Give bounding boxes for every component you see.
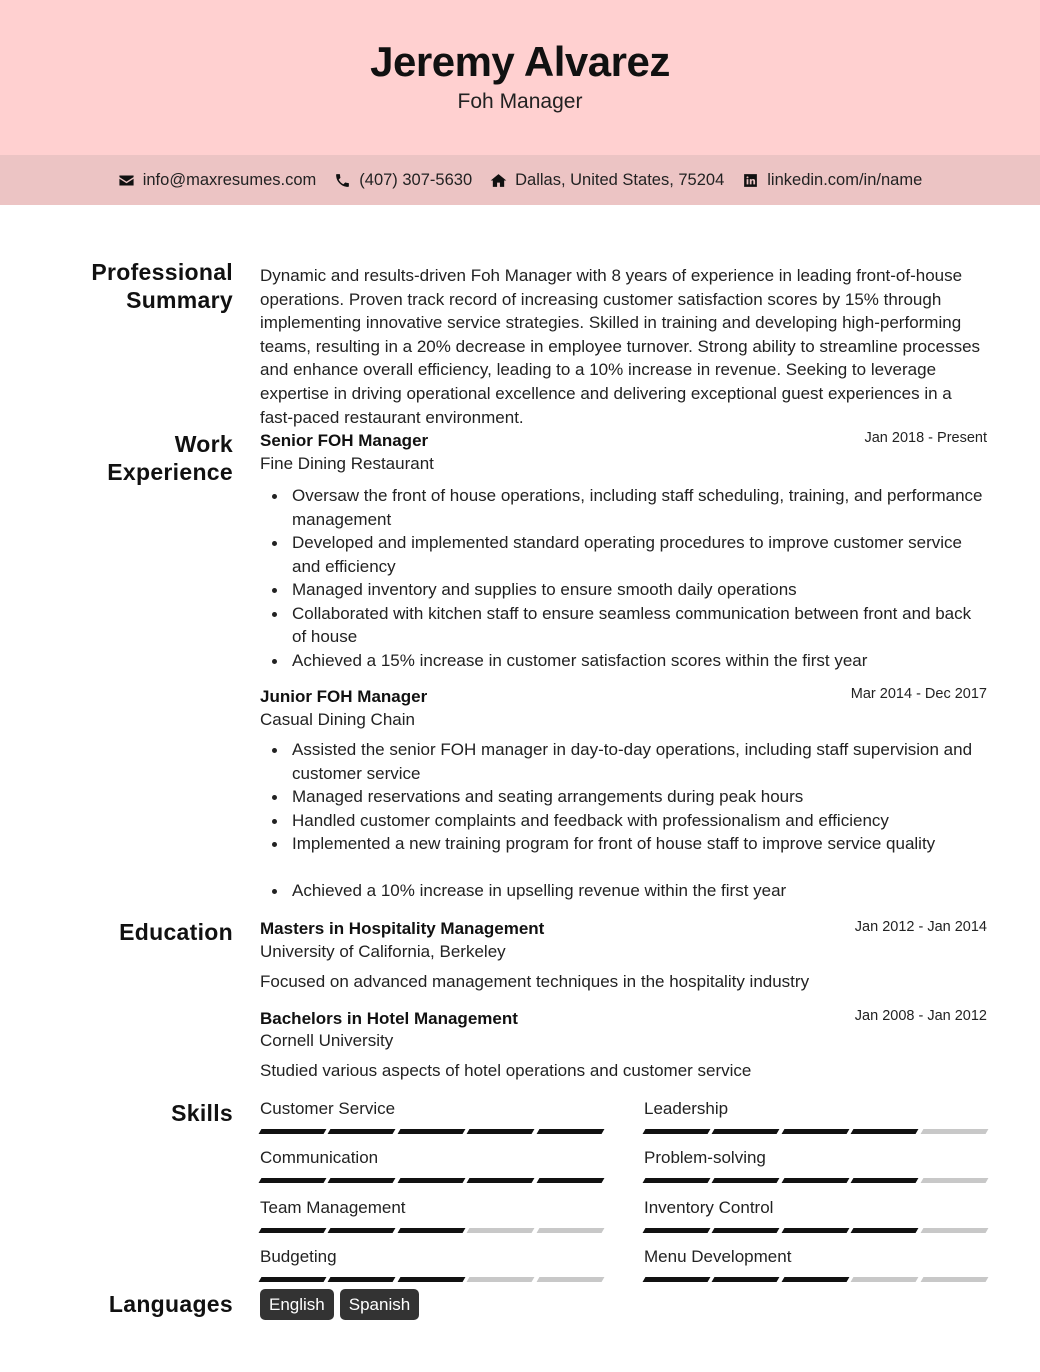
skill-segment-filled [712,1228,780,1233]
skill-segment-filled [536,1178,604,1183]
skill-label: Problem-solving [644,1148,766,1167]
location-text: Dallas, United States, 75204 [515,170,725,189]
email-text: info@maxresumes.com [142,170,317,189]
degree-title: Bachelors in Hotel Management [260,1009,518,1028]
section-title-work-line1: Work [174,431,233,457]
skill-segment-filled [467,1178,535,1183]
job-bullets [260,738,987,903]
skill-segment-filled [851,1129,919,1134]
section-title-summary-line2: Summary [126,287,233,313]
home-icon [490,172,507,189]
envelope-icon [118,172,135,189]
job-date: Jan 2018 - Present [864,430,987,446]
skill-segment-filled [328,1178,396,1183]
list-item: Managed reservations and seating arrangements during peak hours [260,785,987,809]
skill-segment-filled [712,1277,780,1282]
skill-segment-filled [259,1228,327,1233]
contact-linkedin[interactable] [742,171,922,190]
skill-segment-filled [643,1277,711,1282]
skill-segment-empty [920,1178,988,1183]
skill-label: Inventory Control [644,1198,774,1217]
skill-level-bar [260,1228,603,1233]
skill-segment-filled [643,1228,711,1233]
skill-label: Customer Service [260,1099,396,1118]
skill-label: Team Management [260,1198,406,1217]
list-item: Managed inventory and supplies to ensure smooth daily operations [260,578,987,602]
job-date: Mar 2014 - Dec 2017 [850,686,987,702]
skill-segment-filled [536,1129,604,1134]
section-title-work [40,430,233,486]
skill-item [644,1198,987,1233]
skill-level-bar [260,1178,603,1183]
contact-location [490,171,724,190]
job-bullets [260,484,987,672]
skill-segment-empty [467,1228,535,1233]
skill-segment-filled [781,1228,849,1233]
skill-level-bar [644,1178,987,1183]
skill-level-bar [260,1129,603,1134]
education-date: Jan 2008 - Jan 2012 [854,1008,987,1024]
candidate-title: Foh Manager [457,90,583,113]
skill-segment-empty [920,1228,988,1233]
skill-segment-filled [781,1277,849,1282]
skill-item [260,1099,603,1134]
skill-segment-filled [712,1178,780,1183]
section-title-summary [40,258,233,314]
resume-header [0,0,1040,155]
section-title-skills: Skills [171,1100,233,1126]
phone-text: (407) 307-5630 [359,170,473,189]
skill-level-bar [260,1277,603,1282]
skill-segment-empty [920,1277,988,1282]
skill-segment-filled [643,1129,711,1134]
phone-icon [334,172,351,189]
skill-item [260,1247,603,1282]
section-title-work-line2: Experience [107,459,233,485]
language-tag: English [260,1289,334,1320]
education-description: Focused on advanced management techniques in the hospitality industry [260,972,810,991]
list-item: Oversaw the front of house operations, including staff scheduling, training, and performance management [260,484,987,531]
skill-segment-empty [467,1277,535,1282]
list-item: Collaborated with kitchen staff to ensure seamless communication between front and back of house [260,602,987,649]
section-title-languages: Languages [108,1291,233,1317]
skill-item [260,1198,603,1233]
skill-segment-filled [851,1228,919,1233]
skill-label: Budgeting [260,1247,337,1266]
skill-segment-filled [328,1228,396,1233]
skill-segment-filled [328,1129,396,1134]
skill-segment-filled [712,1129,780,1134]
skill-segment-filled [397,1129,465,1134]
list-item: Developed and implemented standard operating procedures to improve customer service and efficiency [260,531,987,578]
language-tags [260,1289,419,1320]
section-title-education: Education [119,919,233,945]
skill-label: Menu Development [644,1247,792,1266]
degree-title: Masters in Hospitality Management [260,919,545,938]
linkedin-icon [742,172,759,189]
list-item: Achieved a 10% increase in upselling revenue within the first year [260,879,987,903]
linkedin-text: linkedin.com/in/name [767,170,923,189]
candidate-name: Jeremy Alvarez [370,38,670,85]
skill-label: Communication [260,1148,379,1167]
skill-segment-filled [397,1178,465,1183]
language-tag: Spanish [340,1289,419,1320]
list-item: Assisted the senior FOH manager in day-to-day operations, including staff supervision and customer service [260,738,987,785]
skill-segment-empty [536,1277,604,1282]
skill-segment-empty [851,1277,919,1282]
skill-level-bar [644,1277,987,1282]
skill-segment-filled [643,1178,711,1183]
skill-segment-filled [397,1277,465,1282]
contact-phone[interactable] [334,171,472,190]
education-date: Jan 2012 - Jan 2014 [854,919,987,935]
summary-text: Dynamic and results-driven Foh Manager with 8 years of experience in leading front-of-house operations. Proven track record of increasing customer satisfaction scores by 15% through implementing innovative service strategies. Skilled in training and developing high-performing teams, resulting in a 20% decrease in employee turnover. Strong ability to streamline processes and enhance overall efficiency, leading to a 10% increase in revenue. Seeking to leverage expertise in driving operational excellence and delivering exceptional guest experiences in a fast-paced restaurant environment. [260,266,981,427]
skill-segment-filled [851,1178,919,1183]
section-title-summary-line1: Professional [91,259,233,285]
school-name: University of California, Berkeley [260,942,506,961]
job-org: Casual Dining Chain [260,710,415,729]
skill-segment-filled [781,1178,849,1183]
skill-level-bar [644,1228,987,1233]
education-description: Studied various aspects of hotel operations and customer service [260,1061,752,1080]
skill-segment-filled [259,1277,327,1282]
school-name: Cornell University [260,1031,394,1050]
skill-segment-empty [920,1129,988,1134]
skill-segment-filled [328,1277,396,1282]
contact-bar [0,155,1040,205]
list-item: Handled customer complaints and feedback with professionalism and efficiency [260,809,987,833]
job-org: Fine Dining Restaurant [260,454,434,473]
job-title: Senior FOH Manager [260,431,429,450]
skill-label: Leadership [644,1099,729,1118]
skill-segment-filled [397,1228,465,1233]
skill-item [644,1148,987,1183]
skill-level-bar [644,1129,987,1134]
skill-item [644,1247,987,1282]
skill-item [644,1099,987,1134]
job-title: Junior FOH Manager [260,687,428,706]
skill-segment-empty [536,1228,604,1233]
skill-segment-filled [259,1129,327,1134]
skill-segment-filled [781,1129,849,1134]
list-item: Implemented a new training program for front of house staff to improve service quality [260,832,987,856]
contact-email[interactable] [118,171,317,190]
skill-item [260,1148,603,1183]
skill-segment-filled [259,1178,327,1183]
skill-segment-filled [467,1129,535,1134]
list-item: Achieved a 15% increase in customer satisfaction scores within the first year [260,649,987,673]
